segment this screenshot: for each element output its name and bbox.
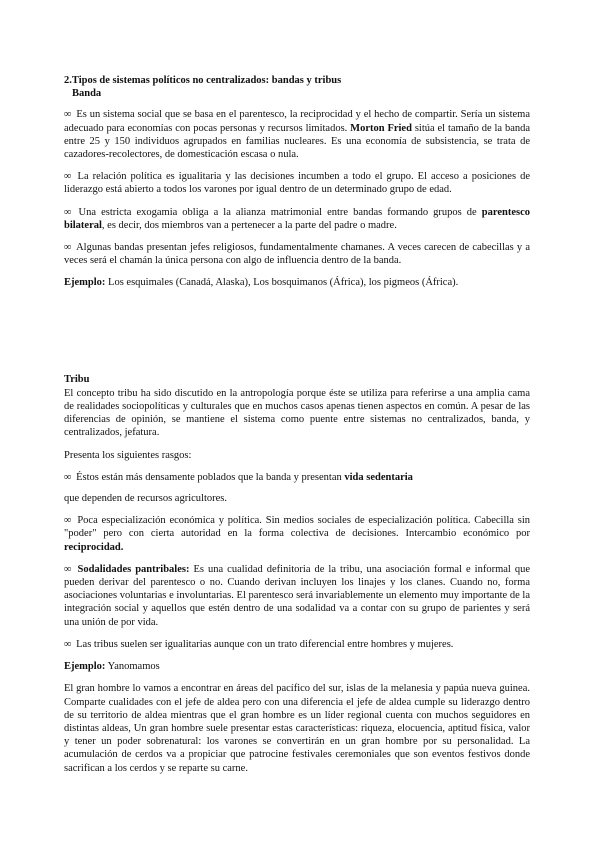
banda-paragraph-4 [64,241,530,267]
banda-p3-text2: , es decir, dos miembros van a pertenecer a la parte del padre o madre. [101,219,397,231]
parentesco-bilateral-term: parentesco bilateral [64,206,530,231]
infinity-bullet-icon: ∞ [64,171,72,183]
infinity-bullet-icon: ∞ [64,471,72,483]
tribu-intro: El concepto tribu ha sido discutido en la antropología porque éste se utiliza para referirse a una amplia cama de realidades sociopolíticas y culturales que en muchos casos apenas tienen aspectos en común. A pesar de las diferencias de opinión, se mantiene el sistema como puente entre sistemas no centralizados, banda, y centralizados, jefatura. [64,387,530,439]
tribu-b1-text: Éstos están más densamente poblados que la banda y presentan [76,471,342,483]
section-heading: 2.Tipos de sistemas políticos no centralizados: bandas y tribus [64,75,342,86]
example-label: Ejemplo: [64,661,106,673]
infinity-bullet-icon: ∞ [64,515,72,527]
banda-paragraph-2 [64,170,530,196]
banda-example [64,276,530,289]
vida-sedentaria-term: vida sedentaria [344,471,413,483]
tribu-title: Tribu [64,373,90,385]
banda-p1-text: Es un sistema social que se basa en el parentesco, la reciprocidad y el hecho de compartir. Sería un sistema adecuado para economías con pocas personas y recursos limitados. [64,109,531,134]
banda-p4-text: Algunas bandas presentan jefes religiosos, fundamentalmente chamanes. A veces carecen de cabecillas y a veces será el chamán la única persona con algo de influencia dentro de la banda. [64,242,531,267]
blank-space [64,299,530,373]
tribu-bullet-2 [64,514,530,554]
banda-paragraph-3 [64,206,530,232]
tribu-rasgos: Presenta los siguientes rasgos: [64,449,192,461]
infinity-bullet-icon: ∞ [64,109,72,121]
banda-example-text: Los esquimales (Canadá, Alaska), Los bosquimanos (África), los pigmeos (África). [108,277,459,289]
reciprocidad-term: reciprocidad. [64,541,124,553]
author-name: Morton Fried [350,122,412,134]
infinity-bullet-icon: ∞ [64,206,72,218]
sodalidades-term: Sodalidades pantribales: [77,563,190,575]
infinity-bullet-icon: ∞ [64,242,72,254]
example-label: Ejemplo: [64,277,106,289]
tribu-bullet-3 [64,563,530,629]
banda-paragraph-1 [64,108,530,161]
gran-hombre-paragraph: El gran hombre lo vamos a encontrar en áreas del pacífico del sur, islas de la melanesia y papúa nueva guinea. Comparte cualidades con el jefe de aldea pero con una diferencia el jefe de aldea cumple su liderazgo dentro de su territorio de aldea mientras que el gran hombre es un líder regional cuenta con muchos seguidores en distintas aldeas, Un gran hombre suele presentar estas características: riqueza, elocuencia, aptitud física, valor y tener un poder sobrenatural: los varones se convertirán en un gran hombre por su personalidad. La acumulación de cerdos va a propiciar que patrocine festivales ceremoniales que son eventos festivos donde sacrifican a los cerdos y se reparte su carne. [64,683,530,774]
tribu-example-text: Yanomamos [107,661,160,673]
banda-p2-text: La relación política es igualitaria y las decisiones incumben a todo el grupo. El acceso a posiciones de liderazgo está abierto a todos los varones por igual dentro de un determinado grupo de edad. [64,171,530,196]
banda-p3-text: Una estricta exogamia obliga a la alianza matrimonial entre bandas formando grupos de [78,206,477,218]
infinity-bullet-icon: ∞ [64,638,72,650]
tribu-example [64,660,530,673]
document-body [64,74,530,784]
tribu-b2-text: Poca especialización económica y política. Sin medios sociales de especialización política. Cabecilla sin "poder" pero con cierta autoridad en la forma colectiva de decisiones. Intercambio económico por [64,515,530,540]
tribu-b4-text: Las tribus suelen ser igualitarias aunque con un trato diferencial entre hombres y mujeres. [76,638,454,650]
banda-subheading: Banda [72,88,102,100]
tribu-bullet-4 [64,638,530,651]
tribu-bullet-1-cont: que dependen de recursos agricultores. [64,493,227,505]
infinity-bullet-icon: ∞ [64,563,72,575]
tribu-b3-text: Es una cualidad definitoria de la tribu, una asociación formal e informal que pueden derivar del parentesco o no. Cuando derivan incluyen los linajes y los clanes. Cuando no, forma asociaciones voluntarias e involuntarias. El parentesco será invariablemente un elemento muy importante de la integración social y aquellos que estén dentro de una sodalidad va a contar con su grupo de parientes y será una unión de por vida. [64,563,531,628]
banda-p1-text2: sitúa el tamaño de la banda entre 25 y 150 individuos agrupados en familias nucleares. Es una economía de subsistencia, se trata de cazadores-recolectores, de domesticación escasa o nula. [64,122,531,161]
tribu-bullet-1 [64,471,530,484]
